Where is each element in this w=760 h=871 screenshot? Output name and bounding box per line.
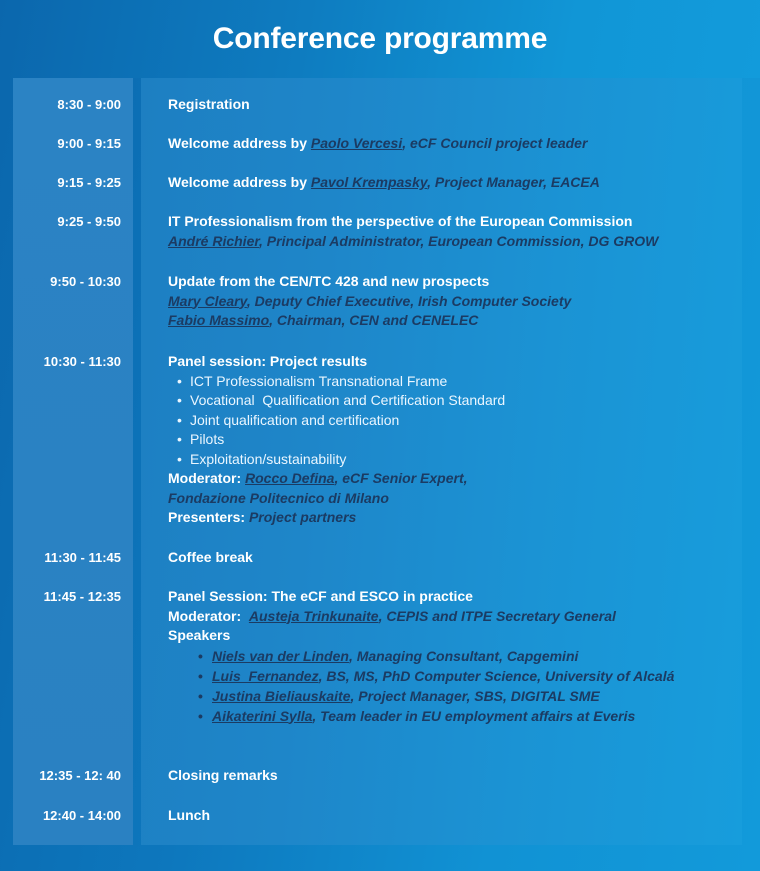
time-cell: 12:35 - 12: 40 <box>39 768 121 783</box>
speaker-role: , Chairman, CEN and CENELEC <box>269 312 479 328</box>
time-cells <box>13 78 133 845</box>
moderator-name: Austeja Trinkunaite <box>248 607 379 624</box>
session-title: Closing remarks <box>168 767 278 783</box>
session-title: Coffee break <box>168 549 253 565</box>
list-item: • ICT Professionalism Transnational Frame <box>190 372 732 392</box>
speaker-name: Paolo Vercesi <box>310 135 403 151</box>
moderator-label: Moderator: <box>168 470 245 486</box>
presenters-label: Presenters: <box>168 509 249 525</box>
speaker-role: , Managing Consultant, Capgemini <box>348 647 579 664</box>
session-registration <box>168 95 732 115</box>
list-item <box>212 686 732 706</box>
list-item: • Pilots <box>190 430 732 450</box>
session-panel-ecf-esco <box>168 587 732 726</box>
session-title: IT Professionalism from the perspective of the European Commission <box>168 213 633 229</box>
detail-cells <box>141 78 742 845</box>
speaker-name: Niels van der Linden <box>212 647 349 664</box>
speaker-name: Fabio Massimo <box>168 312 270 328</box>
moderator-role: , eCF Senior Expert, <box>334 470 468 486</box>
time-cell: 8:30 - 9:00 <box>57 97 121 112</box>
session-speaker-line <box>168 292 732 312</box>
session-coffee-break <box>168 548 732 568</box>
session-title: Panel session: Project results <box>168 353 368 369</box>
session-title: Lunch <box>168 807 210 823</box>
speaker-name: Aikaterini Sylla <box>212 707 313 724</box>
page-header <box>0 0 760 78</box>
moderator-line <box>168 469 732 489</box>
session-panel-project-results <box>168 352 732 528</box>
time-column <box>13 78 133 845</box>
speaker-name: Justina Bieliauskaite <box>212 687 351 704</box>
moderator-label: Moderator: <box>168 607 249 624</box>
list-item <box>212 706 732 726</box>
session-lunch <box>168 806 732 826</box>
list-item: • Vocational Qualification and Certification Standard <box>190 391 732 411</box>
session-title-line <box>168 134 732 154</box>
session-title: Welcome address by <box>168 135 311 151</box>
speaker-name: André Richier <box>168 232 260 249</box>
moderator-role: , CEPIS and ITPE Secretary General <box>378 607 616 624</box>
list-item <box>212 646 732 666</box>
programme-table <box>13 78 742 845</box>
session-title: Panel Session: The eCF and ESCO in practice <box>168 588 473 604</box>
list-item <box>212 666 732 686</box>
speakers-list <box>168 646 732 726</box>
session-cen-tc-428 <box>168 272 732 331</box>
speaker-role: , Team leader in EU employment affairs at Everis <box>312 707 636 724</box>
speaker-name: Pavol Krempasky <box>310 174 428 190</box>
column-gap <box>133 78 141 845</box>
speaker-role: , Principal Administrator, European Commission, DG GROW <box>259 232 659 249</box>
time-cell: 9:25 - 9:50 <box>57 214 121 229</box>
speakers-label: Speakers <box>168 627 231 643</box>
time-cell: 11:45 - 12:35 <box>43 589 121 604</box>
speaker-role: , Project Manager, SBS, DIGITAL SME <box>350 687 600 704</box>
session-title: Welcome address by <box>168 174 311 190</box>
moderator-name: Rocco Defina <box>245 470 335 486</box>
project-results-list <box>168 372 732 470</box>
session-it-professionalism <box>168 212 732 251</box>
session-title-line <box>168 173 732 193</box>
speaker-role: , Project Manager, EACEA <box>427 174 600 190</box>
time-cell: 10:30 - 11:30 <box>43 354 121 369</box>
moderator-affiliation: Fondazione Politecnico di Milano <box>168 489 389 506</box>
time-cell: 11:30 - 11:45 <box>44 550 121 565</box>
session-welcome-vercesi <box>168 134 732 154</box>
moderator-line <box>168 607 732 627</box>
presenters-line <box>168 508 732 528</box>
speaker-name: Mary Cleary <box>168 292 247 309</box>
time-cell: 9:50 - 10:30 <box>50 274 121 289</box>
session-speaker-line <box>168 232 732 252</box>
speaker-name: Luis Fernandez <box>212 667 319 684</box>
session-speaker-line <box>168 311 732 331</box>
time-cell: 9:15 - 9:25 <box>57 175 121 190</box>
page-title: Conference programme <box>212 22 548 55</box>
session-welcome-krempasky <box>168 173 732 193</box>
session-closing-remarks <box>168 766 732 786</box>
session-title: Registration <box>168 96 250 112</box>
speaker-role: , eCF Council project leader <box>402 135 588 151</box>
time-cell: 9:00 - 9:15 <box>57 136 121 151</box>
speaker-role: , BS, MS, PhD Computer Science, University of Alcalá <box>318 667 675 684</box>
list-item: • Exploitation/sustainability <box>190 450 732 470</box>
session-title: Update from the CEN/TC 428 and new prospects <box>168 273 490 289</box>
speaker-role: , Deputy Chief Executive, Irish Computer Society <box>246 292 572 309</box>
detail-column <box>141 78 742 845</box>
time-cell: 12:40 - 14:00 <box>42 808 121 823</box>
list-item: • Joint qualification and certification <box>190 411 732 431</box>
presenters-value: Project partners <box>248 509 357 525</box>
